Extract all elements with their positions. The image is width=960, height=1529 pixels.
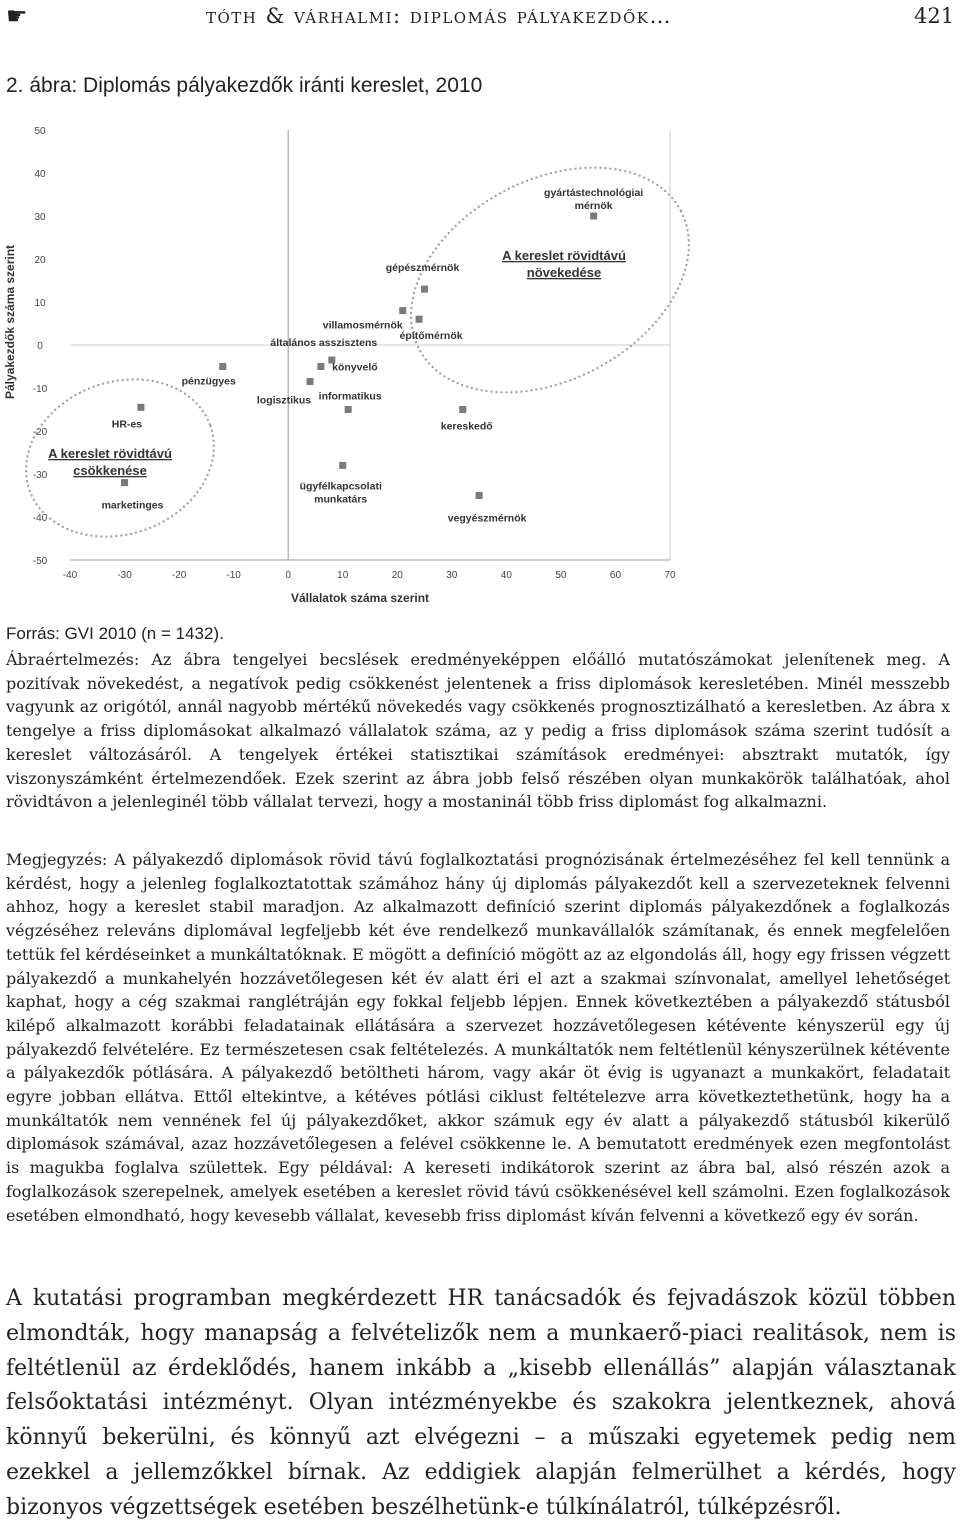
x-tick-label: 20 — [391, 570, 403, 581]
data-point — [121, 479, 128, 486]
page-number: 421 — [914, 4, 955, 28]
x-tick-label: -20 — [171, 570, 187, 581]
growth-cluster-ellipse — [372, 122, 700, 438]
y-tick-label: -10 — [32, 384, 48, 395]
data-point-label: építőmérnök — [399, 330, 463, 343]
data-point-label: általános asszisztens — [270, 337, 378, 350]
y-axis-title: Pályakezdők száma szerint — [3, 244, 17, 400]
y-tick-label: -50 — [32, 556, 48, 567]
y-tick-label: -40 — [32, 513, 48, 524]
data-point-label-line: munkatárs — [314, 493, 368, 506]
running-header — [0, 0, 960, 40]
x-tick-label: 40 — [500, 570, 512, 581]
y-tick-label: 40 — [34, 169, 46, 180]
y-tick-label: 30 — [34, 212, 46, 223]
data-point — [345, 406, 352, 413]
data-point-label-line: gyártástechnológiai — [544, 187, 644, 199]
y-tick-label: -20 — [32, 427, 48, 438]
data-point — [399, 307, 406, 314]
x-tick-label: 60 — [609, 570, 622, 581]
figure-source: Forrás: GVI 2010 (n = 1432). — [6, 624, 224, 643]
data-point — [317, 363, 324, 370]
data-point-label — [300, 480, 382, 505]
figure-title: 2. ábra: Diplomás pályakezdők iránti kereslet, 2010 — [6, 74, 483, 97]
data-point-label: könyvelő — [332, 361, 378, 374]
data-point-label: pénzügyes — [181, 375, 236, 388]
data-point-label: vegyészmérnök — [447, 512, 527, 525]
x-tick-label: -30 — [117, 570, 132, 581]
data-point-label-line: ügyfélkapcsolati — [299, 480, 382, 493]
y-tick-label: 50 — [34, 126, 46, 137]
data-point — [421, 286, 428, 293]
data-point — [339, 462, 346, 469]
data-point-label: kereskedő — [440, 420, 493, 433]
annotation-line-1: A kereslet rövidtávú — [502, 248, 626, 263]
x-tick-label: -40 — [62, 570, 78, 581]
data-point-label: gépészmérnök — [385, 262, 460, 275]
data-point-label: informatikus — [318, 390, 382, 403]
x-tick-label: -10 — [226, 570, 241, 581]
x-tick-label: 30 — [446, 570, 458, 581]
data-point — [219, 363, 226, 370]
data-point-label: marketinges — [101, 499, 164, 512]
data-point — [137, 404, 144, 411]
chart-points — [102, 187, 644, 525]
body-paragraph: A kutatási programban megkérdezett HR tanácsadók és fejvadászok közül többen elmondták, hogy manapság a felvételizők nem a munkaerő-piaci realitások, nem is feltétlenül az érdeklődés, hanem inkább a „kisebb ellenállás” alapján választanak felsőoktatási intézményt. Olyan intézményekbe és szakokra jelentkeznek, ahová könnyű bekerülni, és könnyű azt elvégezni – a műszaki egyetemek pedig nem ezekkel a jellemzőkkel bírnak. Az eddigiek alapján felmerülhet a kérdés, hogy bizonyos végzettségek esetében beszélhetünk-e túlkínálatról, túlképzésről. — [6, 1286, 956, 1520]
y-tick-label: -30 — [32, 470, 48, 481]
data-point — [416, 316, 423, 323]
x-tick-label: 70 — [664, 570, 676, 581]
x-axis-title: Vállalatok száma szerint — [290, 591, 430, 605]
data-point-label — [544, 187, 643, 212]
scatter-chart — [0, 118, 700, 610]
data-point — [307, 378, 314, 385]
data-point-label: villamosmérnök — [322, 319, 403, 332]
annotation-line-2: csökkenése — [73, 463, 147, 478]
x-tick-label: 50 — [555, 570, 567, 581]
data-point-label-line: mérnök — [574, 200, 613, 212]
figure-remark: Megjegyzés: A pályakezdő diplomások rövid távú foglalkoztatási prognózisának értelmezéséhez fel kell tennünk a kérdést, hogy a jelenleg foglalkoztatottak számához hány új diplomás pályakezdőt kell a szervezeteknek felvenni ahhoz, hogy a kereslet stabil maradjon. Az alkalmazott definíció szerint diplomás pályakezdőnek a foglalkozás végzéséhez releváns diplomával legfeljebb két éve rendelkező munkavállalók számítanak, és ennek megfelelően tettük fel kérdéseinket a munkáltatóknak. E mögött a definíció mögött az az elgondolás áll, hogy egy frissen végzett pályakezdő a munkahelyén hozzávetőlegesen két év alatt éri el azt a szakmai színvonalat, amellyel lehetőséget kaphat, hogy a cég szakmai ranglétráján egy fokkal feljebb lépjen. Ennek következtében a pályakezdő státusból kilépő alkalmazott korábbi feladatainak ellátására a szervezet hozzávetőlegesen kétévente kényszerül egy új pályakezdő felvételére. Ez természetesen csak feltételezés. A munkáltatók nem feltétlenül kényszerülnek kétévente a pályakezdők pótlására. A pályakezdő betöltheti három, vagy akár öt évig is ugyanazt a munkakört, feladatait egyre jobban ellátva. Ettől eltekintve, a kétéves pótlási ciklust feltételezve arra következtethetünk, hogy ha a munkáltatók nem vennének fel új pályakezdőket, akkor számuk egy év alatt a pályakezdő státusból kikerülő diplomások számával, azaz hozzávetőlegesen a felével csökkenne le. A bemutatott eredmények ezen megfontolást is magukba foglalva születtek. Egy példával: A kereseti indikátorok szerint az ábra bal, alsó részén azok a foglalkozások szerepelnek, amelyek esetében a kereslet rövid távú csökkenésével kell számolni. Ezen foglalkozások esetében elmondható, hogy kevesebb vállalat, kevesebb friss diplomást kíván felvenni a következő egy év során. — [6, 850, 950, 1225]
data-point — [590, 213, 597, 220]
data-point — [476, 492, 483, 499]
hand-pointer-icon: ☛ — [6, 2, 28, 30]
y-tick-label: 20 — [34, 255, 46, 266]
x-tick-label: 0 — [285, 570, 291, 581]
annotation-line-1: A kereslet rövidtávú — [48, 446, 172, 461]
running-title: tóth & várhalmi: diplomás pályakezdők… — [206, 4, 672, 28]
data-point — [459, 406, 466, 413]
x-tick-label: 10 — [337, 570, 349, 581]
data-point-label: HR-es — [111, 418, 143, 431]
y-tick-label: 10 — [34, 298, 46, 309]
annotation-line-2: növekedése — [526, 265, 602, 280]
data-point-label: logisztikus — [256, 394, 312, 407]
figure-interpretation: Ábraértelmezés: Az ábra tengelyei becslések eredményeképpen előálló mutatószámokat jelenítenek meg. A pozitívak növekedést, a negatívok pedig csökkenést jelentenek a friss diplomások keresletében. Minél messzebb vagyunk az origótól, annál nagyobb mértékű növekedés vagy csökkenés prognosztizálható a keresletben. Az ábra x tengelye a friss diplomásokat alkalmazó vállalatok száma, az y pedig a friss diplomások száma szerint tudósít a kereslet változásáról. A tengelyek értékei statisztikai számítások eredményei: absztrakt mutatók, így viszonyszámként értelmezendőek. Ezek szerint az ábra jobb felső részében olyan munkakörök találhatóak, ahol rövidtávon a jelenleginél több vállalat tervezi, hogy a mostaninál több friss diplomást fog alkalmazni. — [6, 650, 950, 812]
y-tick-label: 0 — [37, 341, 43, 352]
